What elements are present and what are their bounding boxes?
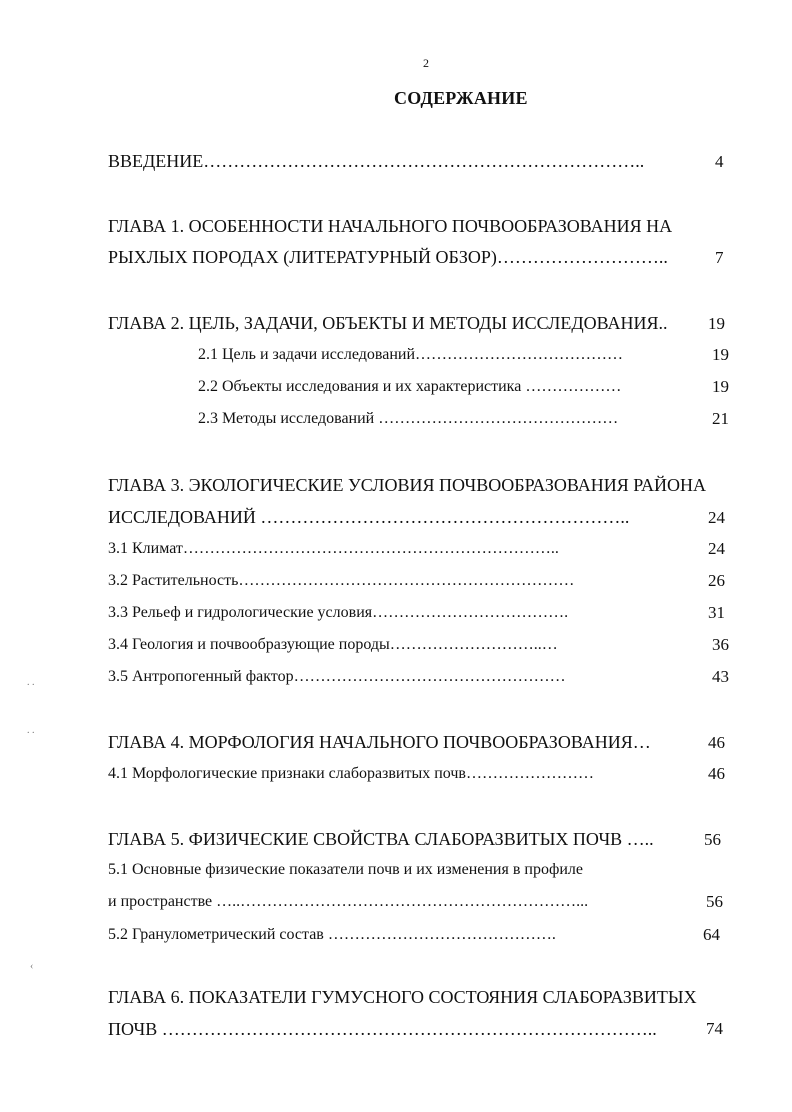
toc-ch3-sub2: 3.2 Растительность……………………………………………………… [108,572,575,589]
toc-ch5-sub1-line1: 5.1 Основные физические показатели почв и их изменения в профиле [108,861,583,878]
toc-ch4-sub1: 4.1 Морфологические признаки слаборазвитых почв…………………… [108,765,594,782]
toc-ch6-page: 74 [706,1019,723,1038]
toc-ch2-sub2: 2.2 Объекты исследования и их характеристика ……………… [198,378,622,395]
toc-ch4: ГЛАВА 4. МОРФОЛОГИЯ НАЧАЛЬНОГО ПОЧВООБРАЗОВАНИЯ… [108,732,651,752]
toc-ch2-sub1-page: 19 [712,345,729,364]
toc-ch4-sub1-page: 46 [708,764,725,783]
toc-ch3-sub1-page: 24 [708,539,725,558]
toc-ch3-sub4-page: 36 [712,635,729,654]
toc-ch1-line1: ГЛАВА 1. ОСОБЕННОСТИ НАЧАЛЬНОГО ПОЧВООБРАЗОВАНИЯ НА [108,216,673,236]
toc-ch5: ГЛАВА 5. ФИЗИЧЕСКИЕ СВОЙСТВА СЛАБОРАЗВИТЫХ ПОЧВ ….. [108,829,654,849]
toc-ch5-sub1-page: 56 [706,892,723,911]
toc-ch3-line1: ГЛАВА 3. ЭКОЛОГИЧЕСКИЕ УСЛОВИЯ ПОЧВООБРАЗОВАНИЯ РАЙОНА [108,475,706,495]
margin-mark-1: . . [27,677,35,688]
toc-ch3-sub5: 3.5 Антропогенный фактор…………………………………………… [108,668,566,685]
page-number: 2 [423,56,429,70]
toc-intro: ВВЕДЕНИЕ……………………………………………………………….. [108,151,645,171]
page-title: СОДЕРЖАНИЕ [394,88,528,108]
margin-mark-3: ‹ [30,961,34,972]
toc-ch5-page: 56 [704,830,721,849]
toc-ch1-page: 7 [715,248,724,267]
toc-intro-page: 4 [715,152,724,171]
toc-ch6-line1: ГЛАВА 6. ПОКАЗАТЕЛИ ГУМУСНОГО СОСТОЯНИЯ СЛАБОРАЗВИТЫХ [108,987,697,1007]
toc-ch3-sub1: 3.1 Климат…………………………………………………………….. [108,540,559,557]
toc-ch3-sub3-page: 31 [708,603,725,622]
toc-ch2-sub1: 2.1 Цель и задачи исследований………………………………… [198,346,624,363]
toc-ch2-sub3: 2.3 Методы исследований ……………………………………… [198,410,619,427]
margin-mark-2: . . [27,725,35,736]
toc-ch1-line2: РЫХЛЫХ ПОРОДАХ (ЛИТЕРАТУРНЫЙ ОБЗОР)……………………….. [108,247,668,267]
toc-ch3-sub3: 3.3 Рельеф и гидрологические условия………………………………. [108,604,569,621]
toc-ch2-page: 19 [708,314,725,333]
toc-ch2-sub3-page: 21 [712,409,729,428]
toc-ch6-line2: ПОЧВ ……………………………………………………………………….. [108,1019,657,1039]
toc-ch4-page: 46 [708,733,725,752]
toc-ch2-sub2-page: 19 [712,377,729,396]
toc-ch3-page: 24 [708,508,725,527]
toc-ch3-sub4: 3.4 Геология и почвообразующие породы………………………..… [108,636,558,653]
toc-ch3-sub5-page: 43 [712,667,729,686]
toc-ch5-sub2: 5.2 Гранулометрический состав ……………………………………. [108,926,556,943]
toc-ch3-sub2-page: 26 [708,571,725,590]
toc-ch5-sub2-page: 64 [703,925,720,944]
toc-ch3-line2: ИССЛЕДОВАНИЙ …………………………………………………….. [108,507,630,527]
toc-ch5-sub1-line2: и пространстве …..………………………………………………………... [108,893,589,910]
toc-ch2: ГЛАВА 2. ЦЕЛЬ, ЗАДАЧИ, ОБЪЕКТЫ И МЕТОДЫ ИССЛЕДОВАНИЯ.. [108,313,668,333]
